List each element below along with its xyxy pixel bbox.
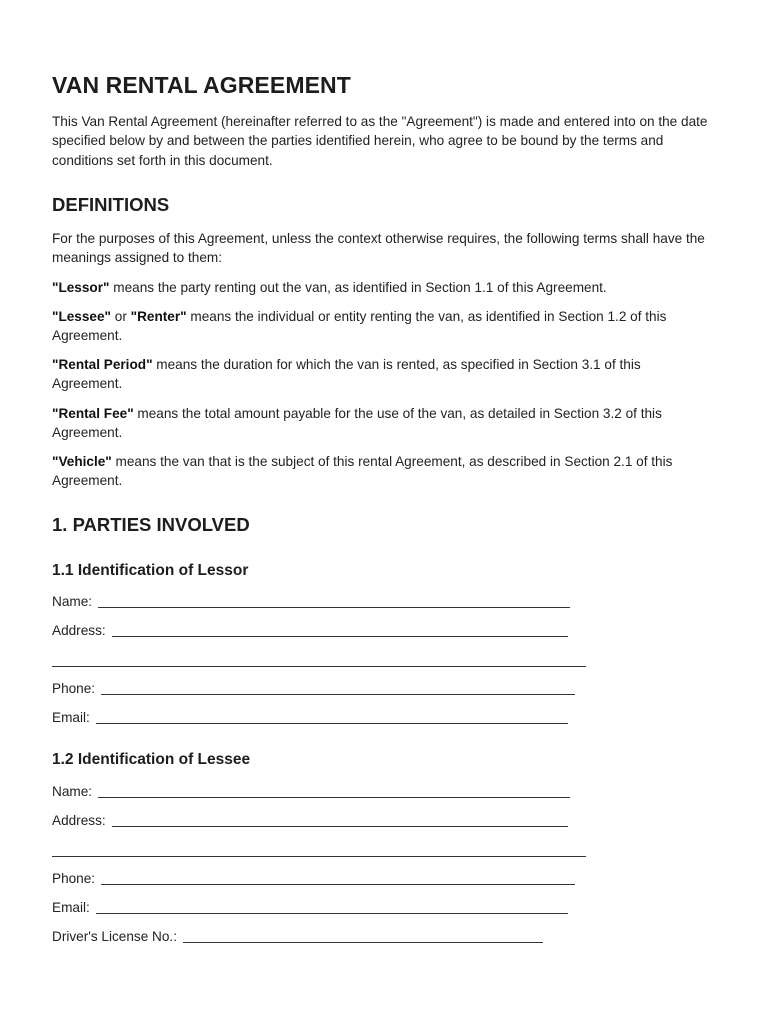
definition-text: means the party renting out the van, as identified in Section 1.1 of this Agreement.: [109, 280, 607, 295]
lessor-heading: 1.1 Identification of Lessor: [52, 562, 249, 579]
fill-line[interactable]: [98, 607, 570, 608]
field-label: Email:: [52, 900, 90, 915]
definitions-heading: DEFINITIONS: [52, 194, 170, 215]
definition-term: "Rental Period": [52, 357, 153, 372]
document-title: VAN RENTAL AGREEMENT: [52, 72, 351, 98]
definition-term: "Lessor": [52, 280, 110, 295]
field-label: Address:: [52, 623, 106, 638]
lessee-heading: 1.2 Identification of Lessee: [52, 751, 251, 768]
definition-text: means the duration for which the van is rented, as specified in Section 3.1 of this Agreement.: [52, 357, 641, 392]
fill-line[interactable]: [96, 723, 568, 724]
fill-line[interactable]: [98, 797, 570, 798]
definition-connector: or: [111, 309, 131, 324]
field-label: Phone:: [52, 681, 96, 696]
fill-line[interactable]: [112, 826, 568, 827]
lessee-address-field[interactable]: [52, 811, 568, 831]
lessee-address-line-2[interactable]: [52, 856, 586, 857]
intro-paragraph: This Van Rental Agreement (hereinafter referred to as the "Agreement") is made and entered into on the date specified below by and between the parties identified herein, who agree to be bound by the terms and conditions set forth in this document.: [52, 114, 708, 168]
field-label: Driver's License No.:: [52, 929, 177, 944]
definition-text: means the van that is the subject of this rental Agreement, as described in Section 2.1 of this Agreement.: [52, 454, 673, 489]
parties-heading: 1. PARTIES INVOLVED: [52, 514, 250, 535]
lessor-address-line-2[interactable]: [52, 666, 586, 667]
definition-text: means the individual or entity renting the van, as identified in Section 1.2 of this Agreement.: [52, 309, 667, 344]
fill-line[interactable]: [96, 913, 568, 914]
definition-term-alt: "Renter": [130, 309, 187, 324]
field-label: Name:: [52, 594, 93, 609]
field-label: Name:: [52, 784, 93, 799]
definition-lessee: [52, 307, 724, 346]
fill-line[interactable]: [183, 942, 543, 943]
lessor-name-field[interactable]: [52, 592, 570, 612]
definition-rental-fee: [52, 404, 724, 443]
lessee-phone-field[interactable]: [52, 869, 575, 889]
lessee-license-field[interactable]: [52, 927, 543, 947]
lessee-email-field[interactable]: [52, 898, 568, 918]
field-label: Email:: [52, 710, 90, 725]
definition-vehicle: [52, 452, 724, 491]
lessee-name-field[interactable]: [52, 782, 570, 802]
fill-line[interactable]: [112, 636, 568, 637]
fill-line[interactable]: [101, 884, 575, 885]
definition-term: "Rental Fee": [52, 406, 134, 421]
definitions-intro: For the purposes of this Agreement, unless the context otherwise requires, the following terms shall have the meanings assigned to them:: [52, 231, 705, 266]
definition-rental-period: [52, 355, 712, 394]
definition-lessor: [52, 278, 724, 297]
definition-text: means the total amount payable for the use of the van, as detailed in Section 3.2 of this Agreement.: [52, 406, 662, 441]
definition-term: "Lessee": [52, 309, 111, 324]
lessor-phone-field[interactable]: [52, 679, 575, 699]
field-label: Address:: [52, 813, 106, 828]
field-label: Phone:: [52, 871, 96, 886]
lessor-email-field[interactable]: [52, 708, 568, 728]
fill-line[interactable]: [101, 694, 575, 695]
lessor-address-field[interactable]: [52, 621, 568, 641]
definition-term: "Vehicle": [52, 454, 112, 469]
